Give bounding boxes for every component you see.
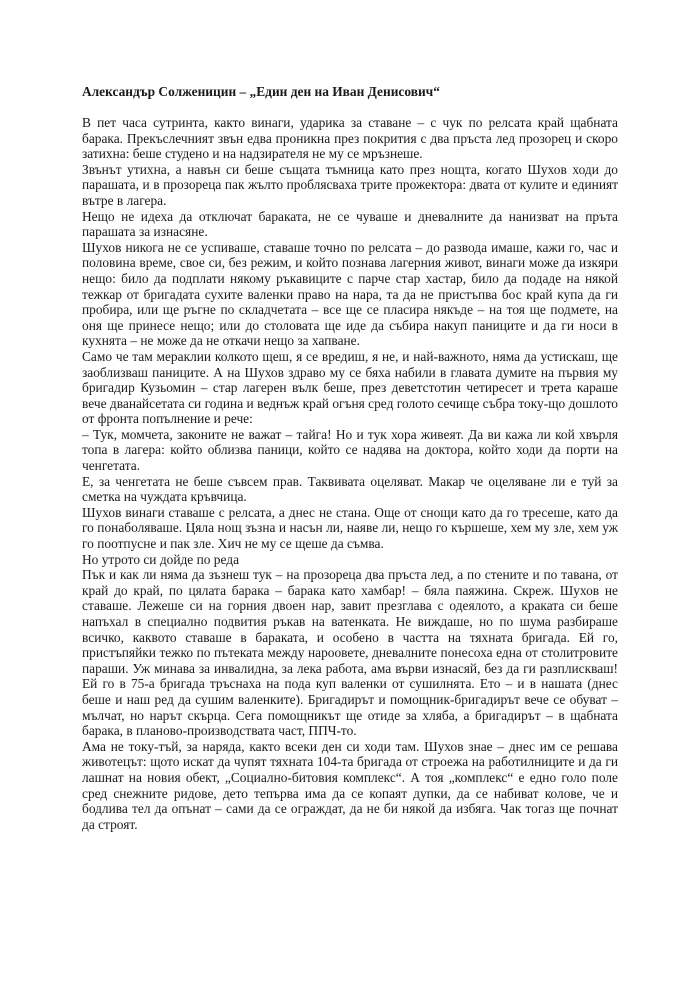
paragraph-9: Но утрото си дойде по реда	[82, 551, 240, 567]
paragraph-10: Пък и как ли няма да зъзнеш тук – на прозореца два пръста лед, а по стените и по тавана, от край до край, по цялата барака – барака като хамбар! – бяла паяжина. Скреж. Шухов не ставаше. Лежеше си на горния двоен нар, завит презглава с одеялото, а краката си беше напъхал в специално подвития ръкав на ватенката. Не виждаше, но по шума разбираше всичко, каквото ставаше в бараката, и особено в частта на тяхната бригада. Ей го, пристъпяйки тежко по пътеката между нароовете, дневалните понесоха една от столитровите параши. Уж минава за инвалидна, за лека работа, ама върви изнасяй, без да ги разплискваш! Ей го в 75-а бригада тръснаха на пода куп валенки от сушилнята. Ето – и в нашата (днес беше и наш ред да сушим валенките). Бригадирът и помощник-бригадирът вече се обуват – мълчат, но нарът скърца. Сега помощникът ще отиде за хляба, а бригадирът – в щабната барака, в планово-производствата част, ППЧ-то.	[82, 567, 618, 739]
paragraph-11: Ама не току-тъй, за наряда, както всеки ден си ходи там. Шухов знае – днес им се решава животецът: щото искат да чупят тяхната 104-та бригада от строежа на работилниците и да ги лашнат на новия обект, „Социално-битовия комплекс“. А тоя „комплекс“ е едно голо поле сред снежните ридове, дето тепърва има да се копаят дупки, да се набиват колове, че и бодлива тел да опънат – сами да се ограждат, да не би някой да избяга. Чак тогаз ще почнат да строят.	[82, 738, 618, 832]
paragraph-5: Само че там мераклии колкото щеш, я се вредиш, я не, и най-важното, няма да устискаш, ще заоблизваш паниците. А на Шухов здраво му се бяха набили в главата думите на първия му бригадир Кузьомин – стар лагерен вълк беше, през деветстотин четиресет и трета караше вече дванайсетата си година и веднъж край огъня сред голото сечище събра току-що дошлото от фронта попълнение и рече:	[82, 348, 618, 427]
paragraph-3: Нещо не идеха да отключат бараката, не се чуваше и дневалните да нанизват на пръта парашата за изнасяне.	[82, 208, 618, 240]
paragraph-7: Е, за ченгетата не беше съвсем прав. Таквивата оцеляват. Макар че оцеляване ли е туй за сметка на чуждата кръвчица.	[82, 473, 618, 505]
paragraph-4: Шухов никога не се успиваше, ставаше точно по релсата – до развода имаше, кажи го, час и половина време, свое си, без режим, и който познава лагерния живот, винаги може да изкяри нещо: било да подплати някому ръкавиците с парче стар хастар, било да подаде на някой тежкар от бригадата сухите валенки право на нара, та да не пристъпва бос край купа да ги пробира, или ще ръгне по складчетата – все ще се пласира някъде – на тоя ще подмете, на оня ще принесе нещо; или до столовата ще иде да събира накуп паниците и да ги носи в кухнята – не може да не откачи нещо за хапване.	[82, 239, 618, 349]
document-page	[82, 84, 618, 832]
paragraph-1: В пет часа сутринта, както винаги, ударика за ставане – с чук по релсата край щабната барака. Прекъслечният звън едва проникна през покрития с два пръста лед прозорец и скоро затихна: беше студено и на надзирателя не му се мръзнеше.	[82, 115, 618, 162]
document-body	[82, 115, 618, 832]
paragraph-2: Звънът утихна, а навън си беше същата тъмница като през нощта, когато Шухов ходи до парашата, и в прозореца пак жълто проблясваха трите прожектора: двата от кулите и единият вътре в лагера.	[82, 161, 618, 208]
paragraph-6: – Тук, момчета, законите не важат – тайга! Но и тук хора живеят. Да ви кажа ли кой хвърля топа в лагера: който облизва паници, който се надява на доктора, който ходи да порти на ченгетата.	[82, 426, 618, 474]
paragraph-8: Шухов винаги ставаше с релсата, а днес не стана. Още от снощи като да го тресеше, като да го понаболяваше. Цяла нощ зъзна и насън ли, наяве ли, нещо го кършеше, хем му зле, хем уж го поотпусне и пак зле. Хич не му се щеше да съмва.	[82, 504, 618, 552]
document-title: Александър Солженицин – „Един ден на Иван Денисович“	[82, 84, 440, 99]
